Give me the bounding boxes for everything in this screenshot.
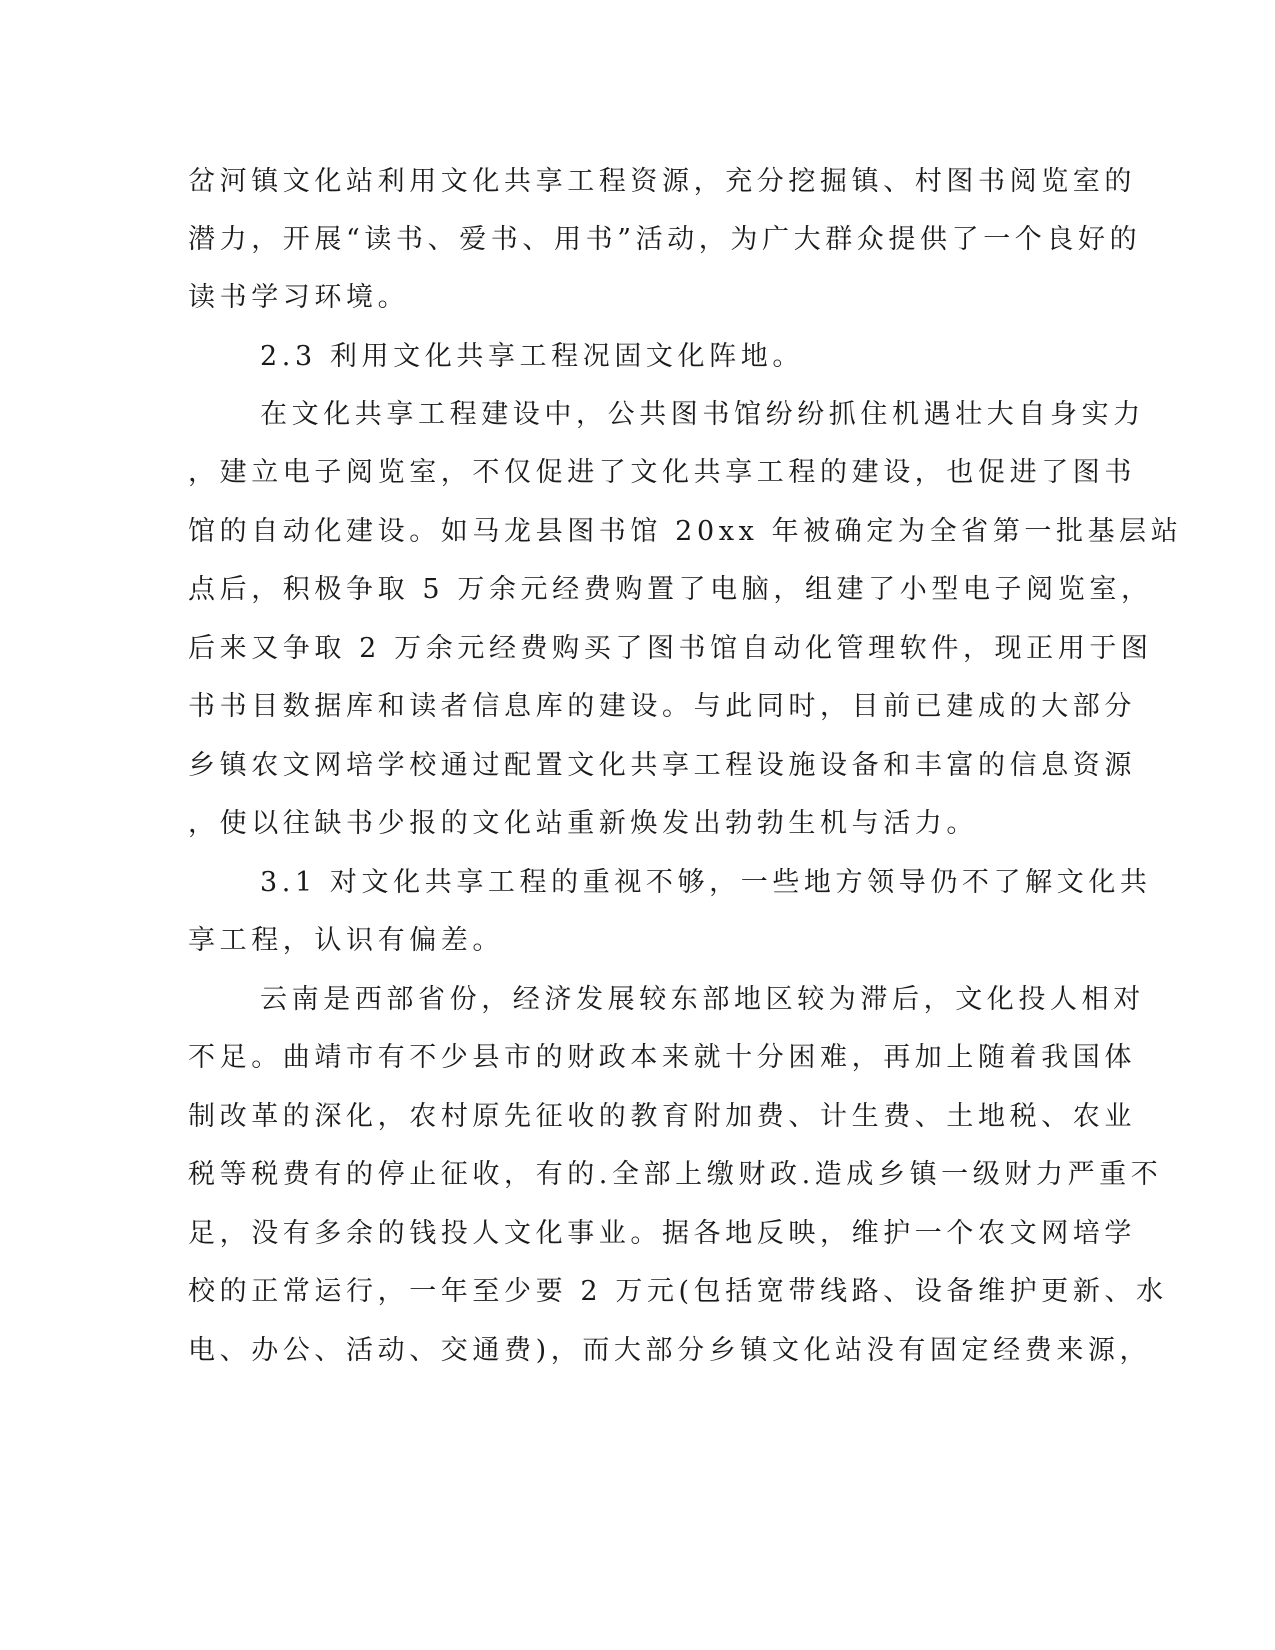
- text-line: 读书学习环境。: [188, 282, 410, 313]
- text-line: 馆的自动化建设。如马龙县图书馆 20xx 年被确定为全省第一批基层站: [188, 516, 1183, 547]
- text-line: 足，没有多余的钱投人文化事业。据各地反映，维护一个农文网培学: [188, 1218, 1136, 1249]
- section-heading: 3.1 对文化共享工程的重视不够，一些地方领导仍不了解文化共: [260, 867, 1152, 898]
- text-line: 校的正常运行，一年至少要 2 万元(包括宽带线路、设备维护更新、水: [188, 1276, 1168, 1307]
- text-line: 不足。曲靖市有不少县市的财政本来就十分困难，再加上随着我国体: [188, 1042, 1136, 1073]
- text-line: 享工程，认识有偏差。: [188, 925, 504, 956]
- text-line: 书书目数据库和读者信息库的建设。与此同时，目前已建成的大部分: [188, 691, 1136, 722]
- text-line: 岔河镇文化站利用文化共享工程资源，充分挖掘镇、村图书阅览室的: [188, 166, 1136, 197]
- text-line: 电、办公、活动、交通费)，而大部分乡镇文化站没有固定经费来源，: [188, 1335, 1152, 1366]
- text-line: 制改革的深化，农村原先征收的教育附加费、计生费、土地税、农业: [188, 1101, 1136, 1132]
- text-line: 云南是西部省份，经济发展较东部地区较为滞后，文化投人相对: [260, 984, 1145, 1015]
- text-line: ，使以往缺书少报的文化站重新焕发出勃勃生机与活力。: [188, 808, 978, 839]
- text-line: 在文化共享工程建设中，公共图书馆纷纷抓住机遇壮大自身实力: [260, 399, 1145, 430]
- text-line: 税等税费有的停止征收，有的.全部上缴财政.造成乡镇一级财力严重不: [188, 1159, 1163, 1190]
- text-line: 点后，积极争取 5 万余元经费购置了电脑，组建了小型电子阅览室，: [188, 574, 1153, 605]
- text-line: 后来又争取 2 万余元经费购买了图书馆自动化管理软件，现正用于图: [188, 633, 1153, 664]
- text-line: 乡镇农文网培学校通过配置文化共享工程设施设备和丰富的信息资源: [188, 750, 1136, 781]
- text-line: 潜力，开展“读书、爱书、用书”活动，为广大群众提供了一个良好的: [188, 224, 1142, 255]
- text-line: ，建立电子阅览室，不仅促进了文化共享工程的建设，也促进了图书: [188, 457, 1136, 488]
- section-heading: 2.3 利用文化共享工程况固文化阵地。: [260, 341, 804, 372]
